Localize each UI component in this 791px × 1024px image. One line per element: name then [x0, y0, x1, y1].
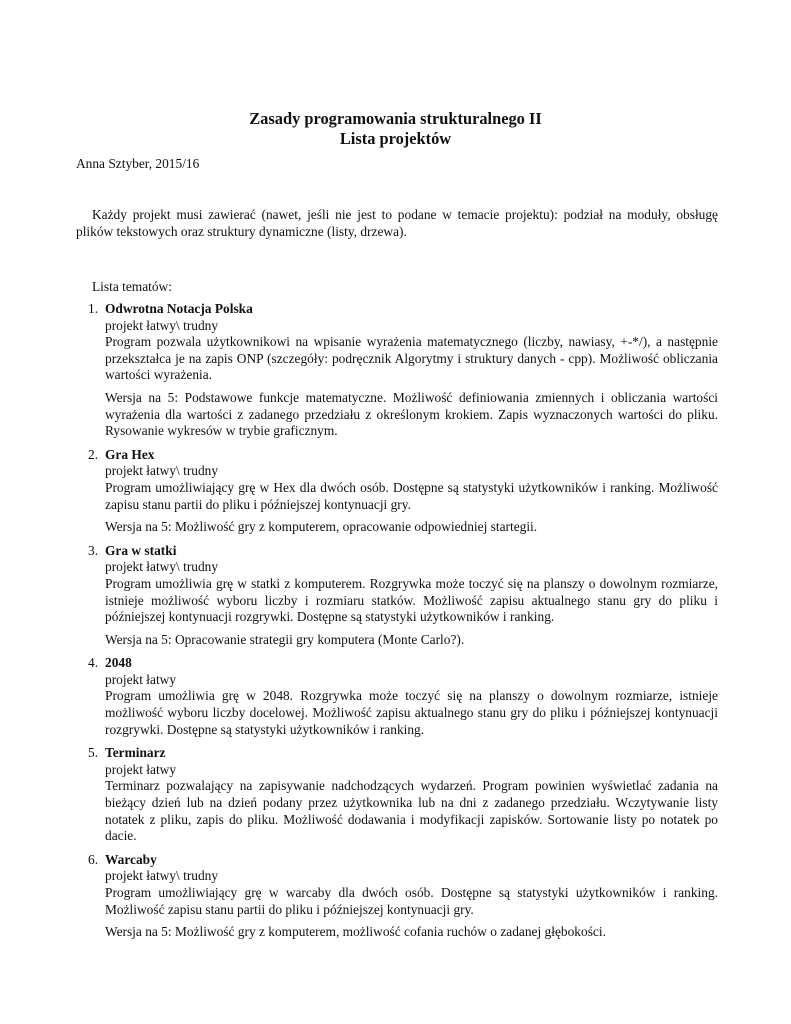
document-title [0, 109, 791, 149]
project-item [0, 852, 718, 941]
project-grade-5-version: Wersja na 5: Opracowanie strategii gry komputera (Monte Carlo?). [105, 631, 465, 647]
project-difficulty: projekt łatwy [105, 761, 177, 777]
project-number: 6. [88, 851, 99, 867]
project-difficulty: projekt łatwy [105, 671, 177, 687]
project-grade-5-version: Wersja na 5: Możliwość gry z komputerem, opracowanie odpowiedniej startegii. [105, 519, 538, 535]
project-number: 1. [88, 301, 99, 316]
project-description: Program umożliwia grę w statki z komputerem. Rozgrywka może toczyć się na planszy o dowolnym rozmiarze, istnieje możliwość wyboru liczby i rozmiaru statków. Możliwość zapisu aktualnego stanu gry do pliku i późniejszej kontynuacji rozgrywki. Dostępne są statystyki użytkowników i ranking. [105, 575, 718, 625]
project-difficulty: projekt łatwy\ trudny [105, 463, 219, 479]
project-item [0, 543, 718, 649]
project-number: 3. [88, 542, 99, 558]
topics-list-label: Lista tematów: [92, 279, 172, 294]
project-difficulty: projekt łatwy\ trudny [105, 317, 219, 333]
project-description: Program pozwala użytkownikowi na wpisanie wyrażenia matematycznego (liczby, nawiasy, +-*/), a następnie przekształca je na zapis ONP (szczegóły: podręcznik Algorytmy i struktury danych - cpp). Możliwość obliczania wartości wyrażenia. [105, 334, 718, 383]
project-title: 2048 [105, 655, 132, 671]
project-number: 2. [88, 446, 99, 462]
title-line-1: Zasady programowania strukturalnego II [249, 109, 542, 128]
project-title: Warcaby [105, 851, 157, 867]
project-difficulty: projekt łatwy\ trudny [105, 868, 219, 884]
project-grade-5-version: Wersja na 5: Podstawowe funkcje matematyczne. Możliwość definiowania zmiennych i obliczania wartości wyrażenia dla wartości z zadanego przedziału z określonym krokiem. Zapis wyznaczonych wartości do pliku. Rysowanie wykresów w trybie graficznym. [105, 389, 718, 439]
project-item [0, 655, 718, 738]
project-list [0, 301, 791, 948]
title-line-2: Lista projektów [339, 129, 452, 148]
intro-paragraph: Każdy projekt musi zawierać (nawet, jeśli nie jest to podane w temacie projektu): podział na moduły, obsługę plików tekstowych oraz struktury dynamiczne (listy, drzewa). [76, 207, 718, 239]
project-number: 5. [88, 745, 99, 761]
project-title: Gra w statki [105, 542, 177, 558]
project-title: Terminarz [105, 745, 166, 761]
project-description: Program umożliwia grę w 2048. Rozgrywka może toczyć się na planszy o dowolnym rozmiarze, istnieje możliwość wyboru liczby docelowej. Możliwość zapisu aktualnego stanu gry do pliku i późniejszej kontynuacji rozgrywki. Dostępne są statystyki użytkowników i ranking. [105, 688, 718, 737]
project-description: Program umożliwiający grę w Hex dla dwóch osób. Dostępne są statystyki użytkowników i ranking. Możliwość zapisu stanu partii do pliku i późniejszej kontynuacji gry. [105, 479, 718, 512]
project-grade-5-version: Wersja na 5: Możliwość gry z komputerem, możliwość cofania ruchów o zadanej głębokości. [105, 924, 606, 940]
project-description: Terminarz pozwalający na zapisywanie nadchodzących wydarzeń. Program powinien wyświetlać zadania na bieżący dzień lub na dzień podany przez użytkownika lub na dni z zadanego przedziału. Wczytywanie listy notatek z pliku, zapis do pliku. Możliwość dodawania i modyfikacji zapisków. Sortowanie listy po notatek po dacie. [105, 778, 718, 844]
project-title: Gra Hex [105, 446, 155, 462]
project-number: 4. [88, 655, 99, 671]
author-line: Anna Sztyber, 2015/16 [76, 156, 200, 171]
project-item [0, 447, 718, 536]
project-title: Odwrotna Notacja Polska [105, 301, 253, 316]
project-difficulty: projekt łatwy\ trudny [105, 559, 219, 575]
project-item [0, 301, 718, 440]
project-description: Program umożliwiający grę w warcaby dla dwóch osób. Dostępne są statystyki użytkowników i ranking. Możliwość zapisu stanu partii do pliku i późniejszej kontynuacji gry. [105, 885, 718, 917]
project-item [0, 745, 718, 845]
